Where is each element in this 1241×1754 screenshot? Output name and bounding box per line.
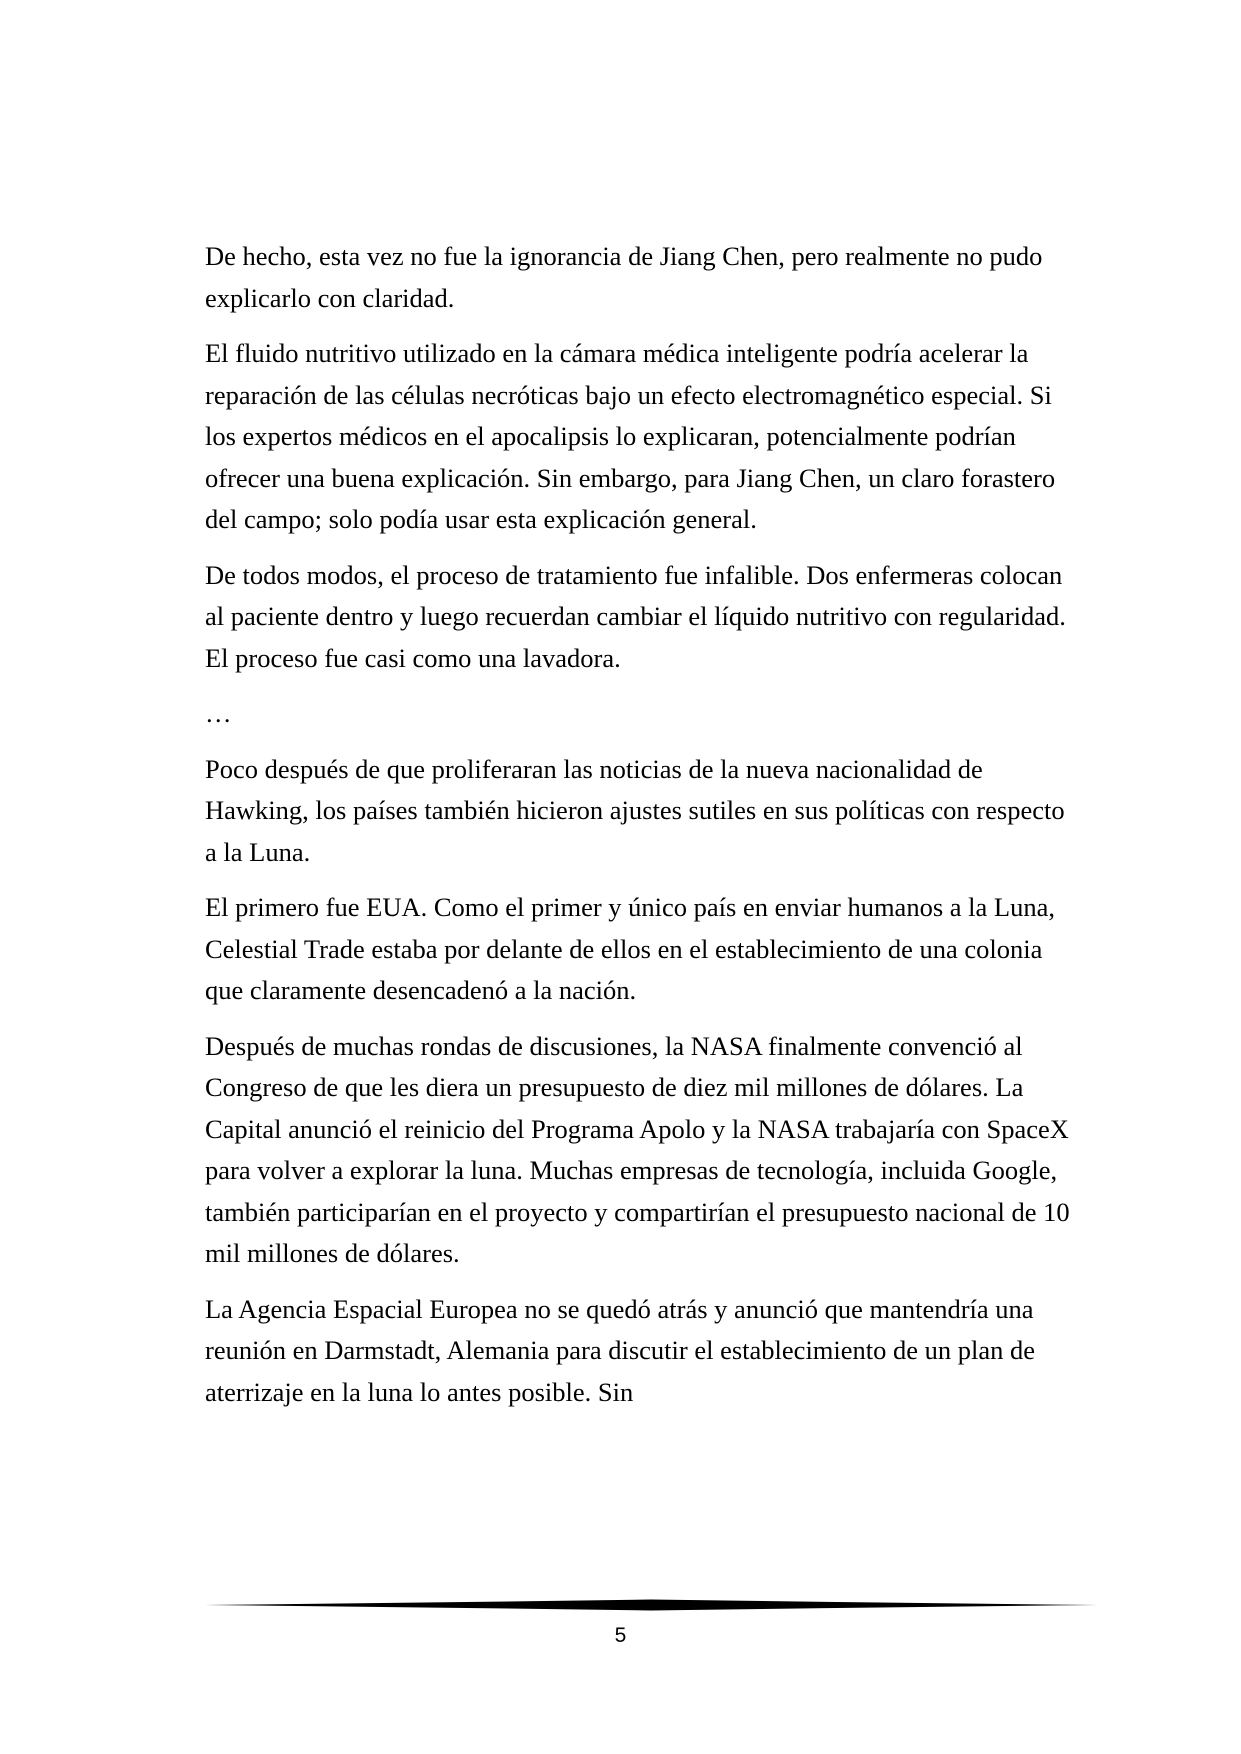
paragraph: El fluido nutritivo utilizado en la cámara médica inteligente podría acelerar la reparación de las células necróticas bajo un efecto electromagnético especial. Si los expertos médicos en el apocalipsis lo explicaran, potencialmente podrían ofrecer una buena explicación. Sin embargo, para Jiang Chen, un claro forastero del campo; solo podía usar esta explicación general.: [205, 338, 1056, 534]
footer-divider: [205, 1598, 1098, 1612]
paragraph: De todos modos, el proceso de tratamiento fue infalible. Dos enfermeras colocan al paciente dentro y luego recuerdan cambiar el líquido nutritivo con regularidad. El proceso fue casi como una lavadora.: [205, 559, 1066, 673]
paragraph: Poco después de que proliferaran las noticias de la nueva nacionalidad de Hawking, los países también hicieron ajustes sutiles en sus políticas con respecto a la Luna.: [205, 753, 1065, 867]
paragraph: La Agencia Espacial Europea no se quedó atrás y anunció que mantendría una reunión en Darmstadt, Alemania para discutir el establecimiento de un plan de aterrizaje en la luna lo antes posible. Sin: [205, 1293, 1036, 1407]
paragraph: Después de muchas rondas de discusiones, la NASA finalmente convenció al Congreso de que les diera un presupuesto de diez mil millones de dólares. La Capital anunció el reinicio del Programa Apolo y la NASA trabajaría con SpaceX para volver a explorar la luna. Muchas empresas de tecnología, incluida Google, también participarían en el proyecto y compartirían el presupuesto nacional de 10 mil millones de dólares.: [205, 1030, 1070, 1268]
paragraph: El primero fue EUA. Como el primer y único país en enviar humanos a la Luna, Celestial Trade estaba por delante de ellos en el establecimiento de una colonia que claramente desencadenó a la nación.: [205, 892, 1055, 1005]
document-body: [205, 236, 1073, 1427]
scene-break-ellipsis: …: [205, 698, 232, 728]
paragraph: De hecho, esta vez no fue la ignorancia de Jiang Chen, pero realmente no pudo explicarlo con claridad.: [205, 241, 1043, 313]
page-number: 5: [614, 1624, 627, 1647]
